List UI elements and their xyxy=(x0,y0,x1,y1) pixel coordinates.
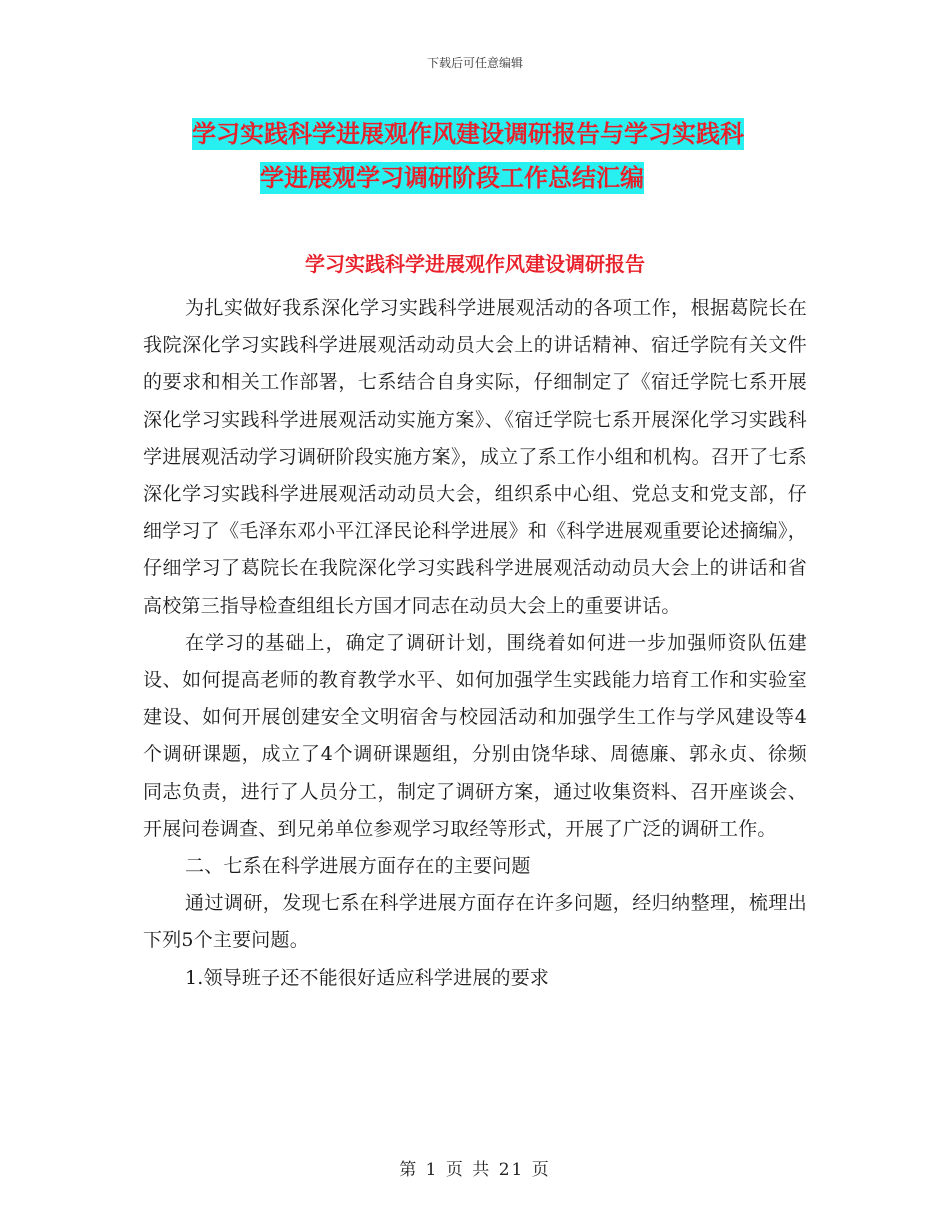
paragraph: 在学习的基础上，确定了调研计划，围绕着如何进一步加强师资队伍建设、如何提高老师的教育教学水平、如何加强学生实践能力培育工作和实验室建设、如何开展创建安全文明宿舍与校园活动和加强学生工作与学风建设等4个调研课题，成立了4个调研课题组，分别由饶华球、周德廉、郭永贞、徐频同志负责，进行了人员分工，制定了调研方案，通过收集资料、召开座谈会、开展问卷调查、到兄弟单位参观学习取经等形式，开展了广泛的调研工作。 xyxy=(143,631,807,840)
document-title xyxy=(150,112,830,200)
paragraph: 为扎实做好我系深化学习实践科学进展观活动的各项工作，根据葛院长在我院深化学习实践科学进展观活动动员大会上的讲话精神、宿迁学院有关文件的要求和相关工作部署，七系结合自身实际，仔细制定了《宿迁学院七系开展深化学习实践科学进展观活动实施方案》、《宿迁学院七系开展深化学习实践科学进展观活动学习调研阶段实施方案》，成立了系工作小组和机构。召开了七系深化学习实践科学进展观活动动员大会，组织系中心组、党总支和党支部，仔细学习了《毛泽东邓小平江泽民论科学进展》和《科学进展观重要论述摘编》，仔细学习了葛院长在我院深化学习实践科学进展观活动动员大会上的讲话和省高校第三指导检查组组长方国才同志在动员大会上的重要讲话。 xyxy=(143,297,807,617)
paragraph: 通过调研，发现七系在科学进展方面存在许多问题，经归纳整理，梳理出下列5个主要问题。 xyxy=(143,892,807,952)
document-title-line-2 xyxy=(150,156,830,200)
header-note: 下载后可任意编辑 xyxy=(426,56,523,70)
document-body xyxy=(143,290,807,997)
document-title-line-1-text: 学习实践科学进展观作风建设调研报告与学习实践科 xyxy=(192,120,744,148)
list-item: 1.领导班子还不能很好适应科学进展的要求 xyxy=(185,966,550,989)
document-title-line-1 xyxy=(150,112,830,156)
section-heading: 二、七系在科学进展方面存在的主要问题 xyxy=(185,855,531,878)
page-footer: 第 1 页 共 21 页 xyxy=(399,1160,551,1180)
document-title-line-2-text: 学进展观学习调研阶段工作总结汇编 xyxy=(260,164,644,192)
section-title: 学习实践科学进展观作风建设调研报告 xyxy=(305,252,645,276)
